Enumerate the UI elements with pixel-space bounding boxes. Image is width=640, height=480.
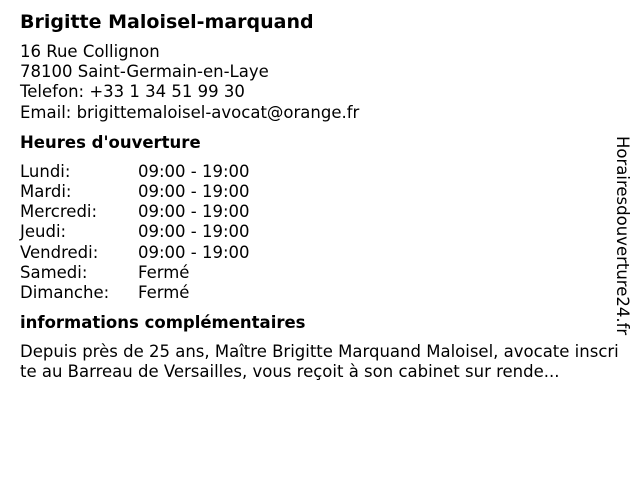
hours-row — [20, 182, 620, 202]
hours-time: 09:00 - 19:00 — [138, 202, 250, 222]
hours-row — [20, 202, 620, 222]
hours-day: Samedi: — [20, 262, 88, 282]
business-card — [20, 10, 620, 383]
hours-time: 09:00 - 19:00 — [138, 242, 250, 262]
hours-row — [20, 222, 620, 242]
additional-info-text: Depuis près de 25 ans, Maître Brigitte Marquand Maloisel, avocate inscrite au Barreau de Versailles, vous reçoit à son cabinet sur rende... — [20, 342, 619, 382]
opening-hours-title: Heures d'ouverture — [20, 132, 201, 152]
hours-row — [20, 162, 620, 182]
phone-number: Telefon: +33 1 34 51 99 30 — [20, 82, 245, 102]
address-city: 78100 Saint-Germain-en-Laye — [20, 62, 269, 82]
hours-day: Vendredi: — [20, 242, 99, 262]
hours-time: 09:00 - 19:00 — [138, 161, 250, 181]
hours-row — [20, 283, 620, 303]
hours-time: 09:00 - 19:00 — [138, 182, 250, 201]
hours-day: Lundi: — [20, 161, 71, 181]
hours-time: 09:00 - 19:00 — [138, 222, 250, 242]
hours-row — [20, 243, 620, 263]
address-street: 16 Rue Collignon — [20, 42, 160, 61]
hours-day: Mercredi: — [20, 202, 98, 222]
hours-time: Fermé — [138, 262, 190, 282]
hours-day: Dimanche: — [20, 282, 110, 302]
hours-day: Mardi: — [20, 182, 72, 201]
hours-day: Jeudi: — [20, 222, 67, 242]
hours-time: Fermé — [138, 282, 190, 302]
additional-info-title: informations complémentaires — [20, 313, 306, 333]
email-address: Email: brigittemaloisel-avocat@orange.fr — [20, 102, 360, 122]
business-name: Brigitte Maloisel-marquand — [20, 11, 314, 33]
site-watermark: Horairesdouverture24.fr — [613, 136, 632, 336]
hours-row — [20, 263, 620, 283]
opening-hours-table — [20, 162, 620, 303]
